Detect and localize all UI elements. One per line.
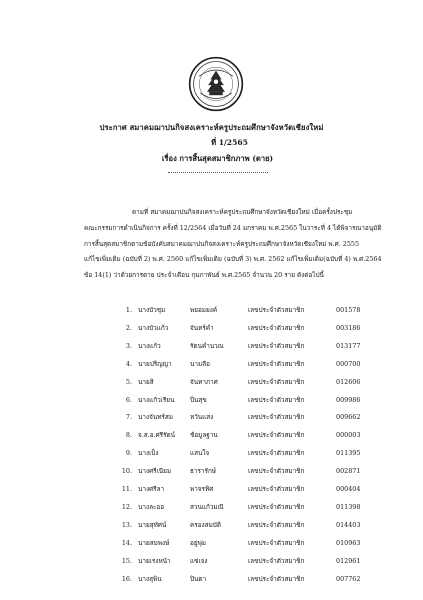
association-seal-icon — [188, 56, 244, 112]
member-id: 012961 — [336, 556, 361, 565]
member-surname: ปินตา — [190, 574, 207, 583]
member-number: 9. — [125, 449, 132, 458]
member-id: 009662 — [336, 413, 361, 422]
member-name: นางบัวชุม — [138, 306, 166, 314]
member-row — [0, 411, 423, 423]
member-id-label: เลขประจำตัวสมาชิก — [248, 502, 305, 511]
member-name: นางละออ — [138, 502, 165, 511]
member-name: นายเรงหน้า — [138, 556, 171, 565]
member-id-label: เลขประจำตัวสมาชิก — [248, 341, 305, 350]
member-surname: แสนใจ — [190, 449, 210, 458]
announcement-subject: เรื่อง การสิ้นสุดสมาชิกภาพ (ตาย) — [161, 154, 274, 163]
member-surname: ธารารักษ์ — [190, 467, 217, 476]
member-number: 2. — [125, 323, 132, 332]
member-number: 5. — [125, 377, 132, 386]
member-id-label: เลขประจำตัวสมาชิก — [248, 306, 305, 314]
member-number: 16. — [121, 574, 132, 583]
announcement-title: ประกาศ สมาคมฌาปนกิจสงเคราะห์ครูประถมศึกษาจังหวัดเชียงใหม่ — [99, 123, 324, 132]
member-id-label: เลขประจำตัวสมาชิก — [248, 574, 305, 583]
member-id: 000404 — [336, 485, 361, 493]
member-id: 009986 — [336, 395, 361, 404]
member-row — [0, 322, 423, 334]
member-surname: ช้อมูลฐาน — [190, 431, 218, 440]
member-name: นายสิ — [138, 377, 154, 386]
body-line: ข้อ 14(1) ว่าด้วยการตาย ประจำเดือน กุมภาพันธ์ พ.ศ.2565 จำนวน 20 ราย ดังต่อไปนี้ — [84, 271, 324, 280]
member-number: 14. — [121, 538, 132, 547]
member-row — [0, 304, 423, 316]
member-surname: อยู่พุ่ม — [190, 538, 207, 547]
member-name: จ.ส.อ.ศรีรัตน์ — [138, 431, 176, 440]
member-row — [0, 376, 423, 388]
member-id: 014403 — [336, 520, 361, 529]
member-row — [0, 358, 423, 370]
member-id-label: เลขประจำตัวสมาชิก — [248, 323, 305, 332]
member-surname: จันทาภาศ — [190, 377, 218, 386]
member-number: 4. — [125, 359, 132, 368]
member-row — [0, 501, 423, 513]
member-id-label: เลขประจำตัวสมาชิก — [248, 467, 305, 476]
member-surname: พาจรทิศ — [190, 485, 214, 493]
member-id-label: เลขประจำตัวสมาชิก — [248, 449, 305, 458]
member-id-label: เลขประจำตัวสมาชิก — [248, 556, 305, 565]
member-id-label: เลขประจำตัวสมาชิก — [248, 413, 305, 422]
member-surname: หวันแสง — [190, 413, 214, 422]
member-id: 012606 — [336, 377, 361, 386]
member-name: นายปริญญา — [138, 359, 172, 368]
member-row — [0, 340, 423, 352]
member-name: นางแก้ว — [138, 341, 161, 350]
member-id-label: เลขประจำตัวสมาชิก — [248, 520, 305, 529]
member-number: 11. — [121, 485, 132, 493]
member-id-label: เลขประจำตัวสมาชิก — [248, 395, 305, 404]
member-surname: รัตนคำนวณ — [190, 341, 224, 350]
member-name: นายสมพงษ์ — [138, 538, 170, 547]
member-number: 13. — [121, 520, 132, 529]
member-row — [0, 537, 423, 549]
member-number: 15. — [121, 556, 132, 565]
member-row — [0, 573, 423, 585]
member-row — [0, 465, 423, 477]
member-row — [0, 519, 423, 531]
member-row — [0, 429, 423, 441]
member-surname: สวนแก้วมณี — [190, 502, 224, 511]
member-id: 000003 — [336, 431, 361, 440]
member-name: นางศรีเนียม — [138, 467, 172, 476]
member-name: นางจันทร์สม — [138, 413, 173, 422]
member-name: นางแก้วเรียน — [138, 395, 175, 404]
member-id-label: เลขประจำตัวสมาชิก — [248, 431, 305, 440]
body-line: คณะกรรมการดำเนินกิจการ ครั้งที่ 12/2564 เมื่อวันที่ 24 มกราคม พ.ศ.2565 ในวาระที่ 4 ได้พิจารณาอนุมัติ — [84, 223, 382, 232]
member-number: 1. — [125, 306, 132, 314]
member-number: 6. — [125, 395, 132, 404]
member-surname: ครองสมบัติ — [190, 520, 221, 529]
member-id: 011395 — [336, 449, 361, 458]
member-id-label: เลขประจำตัวสมาชิก — [248, 485, 305, 493]
member-surname: นามลือ — [190, 359, 210, 368]
member-row — [0, 394, 423, 406]
member-row — [0, 555, 423, 567]
member-id-label: เลขประจำตัวสมาชิก — [248, 359, 305, 368]
member-id: 011398 — [336, 502, 361, 511]
member-surname: ปิ่นสุข — [190, 395, 207, 404]
body-line: แก้ไขเพิ่มเติม (ฉบับที่ 2) พ.ศ. 2560 แก้ไขเพิ่มเติม (ฉบับที่ 3) พ.ศ. 2562 แก้ไขเพิ่มเติม(ฉบับที่ 4) พ.ศ.2564 — [84, 255, 382, 264]
dotted-divider — [168, 172, 268, 173]
member-name: นางสุพิน — [138, 574, 162, 583]
member-id: 010963 — [336, 538, 361, 547]
member-name: นายสุทัศน์ — [138, 520, 167, 529]
member-number: 3. — [125, 341, 132, 350]
member-number: 7. — [125, 413, 132, 422]
member-id: 007762 — [336, 574, 361, 583]
member-number: 10. — [121, 467, 132, 476]
member-row — [0, 483, 423, 495]
member-id: 002871 — [336, 467, 361, 476]
member-row — [0, 447, 423, 459]
member-name: นางเป็ง — [138, 449, 159, 458]
announcement-number: ที่ 1/2565 — [211, 138, 248, 147]
member-id-label: เลขประจำตัวสมาชิก — [248, 377, 305, 386]
member-number: 12. — [121, 502, 132, 511]
member-surname: จันทร์คำ — [190, 323, 214, 332]
member-name: นางศรีลา — [138, 485, 165, 493]
body-line: การสิ้นสุดสมาชิกตามข้อบังคับสมาคมฌาปนกิจสงเคราะห์ครูประถมศึกษาจังหวัดเชียงใหม่ พ.ศ. 2555 — [84, 239, 360, 248]
member-id: 003186 — [336, 323, 361, 332]
member-id: 000700 — [336, 359, 361, 368]
body-line: ตามที่ สมาคมฌาปนกิจสงเคราะห์ครูประถมศึกษาจังหวัดเชียงใหม่ เมื่อครั้งประชุม — [132, 208, 353, 216]
member-surname: แซ่เจง — [190, 556, 208, 565]
member-surname: พยอมยงค์ — [190, 306, 218, 314]
member-id: 001578 — [336, 306, 361, 314]
member-name: นางบัวแก้ว — [138, 323, 169, 332]
announcement-body — [84, 205, 390, 284]
member-id: 013177 — [336, 341, 361, 350]
member-number: 8. — [125, 431, 132, 440]
member-id-label: เลขประจำตัวสมาชิก — [248, 538, 305, 547]
